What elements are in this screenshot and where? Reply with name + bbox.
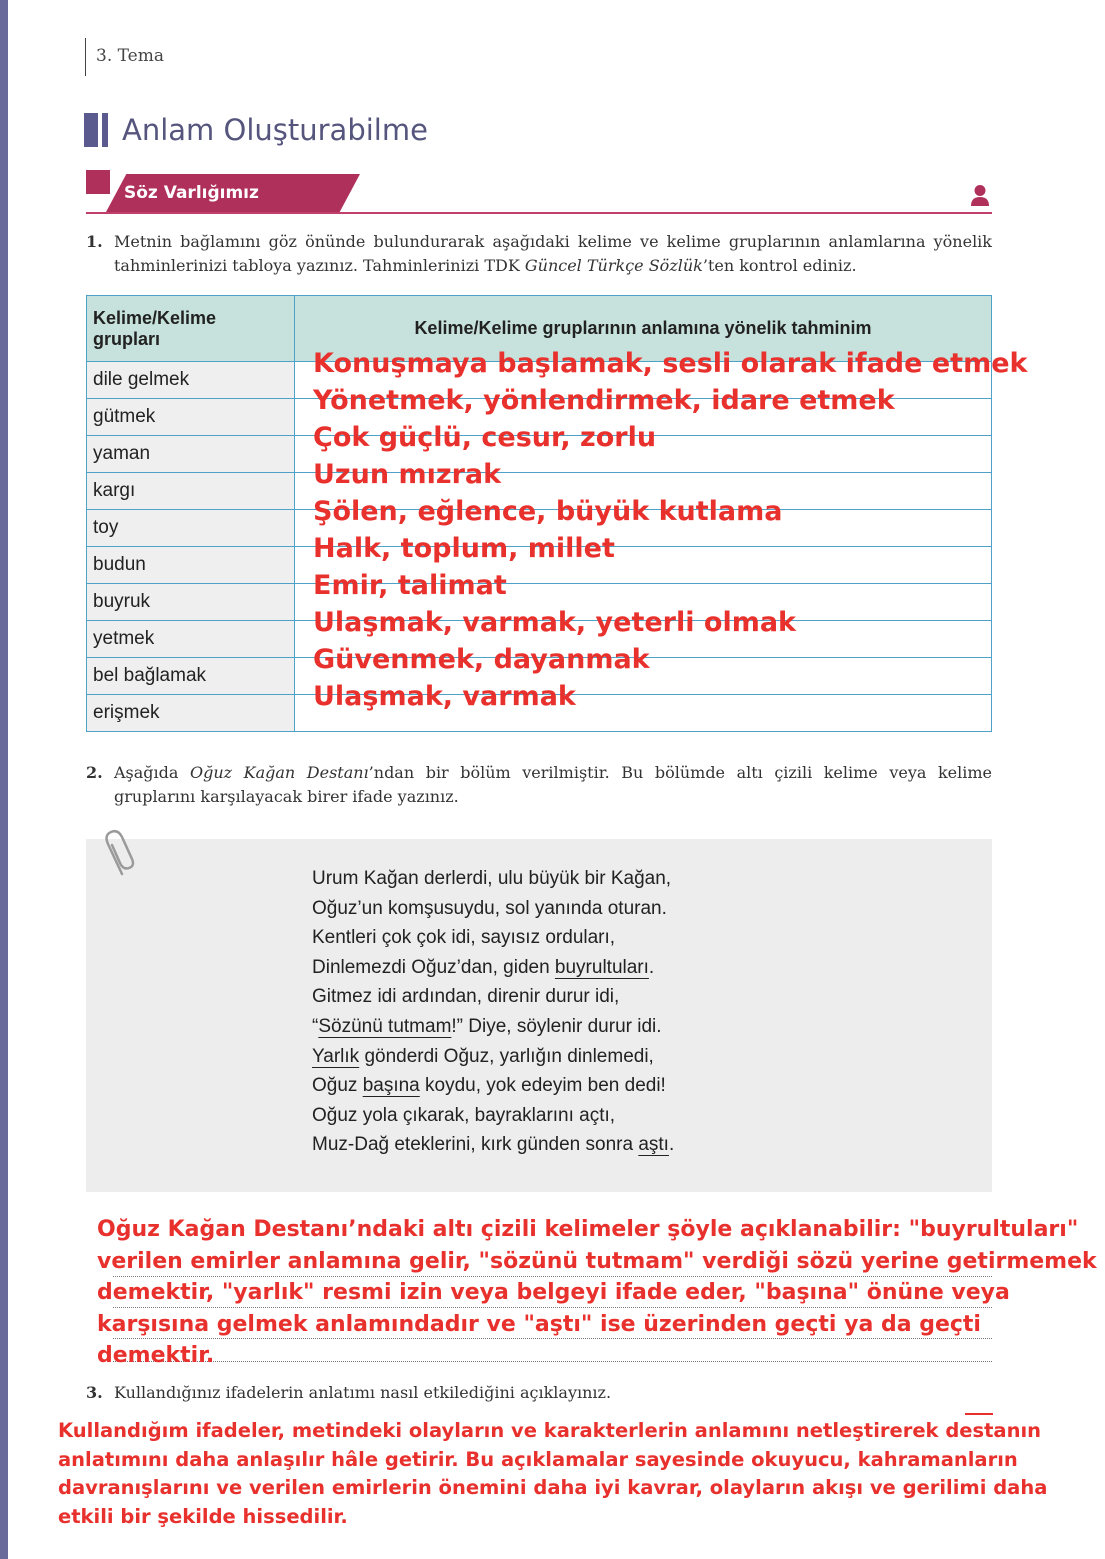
answer-text: Halk, toplum, millet <box>313 533 615 564</box>
page-edge-bar <box>0 0 8 1559</box>
theme-label: 3. Tema <box>96 46 164 66</box>
section-title <box>84 112 428 148</box>
header-divider <box>85 38 86 76</box>
table-row <box>87 547 992 584</box>
word-cell: dile gelmek <box>87 362 295 399</box>
subheading-text: Söz Varlığımız <box>124 183 259 203</box>
poem-line: Yarlık gönderdi Oğuz, yarlığın dinlemedi, <box>312 1045 654 1067</box>
answer-text: Çok güçlü, cesur, zorlu <box>313 422 657 453</box>
question-1 <box>86 230 992 278</box>
question-number: 3. <box>86 1383 103 1402</box>
subheading-banner <box>86 170 992 214</box>
word-cell: bel bağlamak <box>87 658 295 695</box>
word-cell: budun <box>87 547 295 584</box>
underlined-word: Yarlık <box>312 1045 360 1067</box>
question-2 <box>86 761 992 809</box>
poem-line: Oğuz yola çıkarak, bayraklarını açtı, <box>312 1104 616 1126</box>
question-text: Aşağıda Oğuz Kağan Destanı’ndan bir bölüm verilmiştir. Bu bölümde altı çizili kelime veya kelime gruplarını karşılayacak birer ifade yazınız. <box>114 763 992 806</box>
poem-line: Muz-Dağ eteklerini, kırk günden sonra aştı. <box>312 1134 675 1156</box>
vocabulary-table <box>86 295 1028 732</box>
paperclip-icon <box>100 822 140 880</box>
section-title-text: Anlam Oluşturabilme <box>122 113 428 147</box>
answer-text: Şölen, eğlence, büyük kutlama <box>313 496 783 527</box>
question-number: 2. <box>86 763 103 782</box>
word-cell: yaman <box>87 436 295 473</box>
underlined-word: aştı <box>638 1134 669 1156</box>
poem-line: “Sözünü tutmam!” Diye, söylenir durur idi. <box>312 1015 662 1037</box>
word-cell: yetmek <box>87 621 295 658</box>
table-header-word: Kelime/Kelime grupları <box>87 296 295 362</box>
answer-text: Güvenmek, dayanmak <box>313 644 650 675</box>
underlined-word: Sözünü tutmam <box>318 1015 452 1037</box>
answer-cell[interactable] <box>295 681 992 732</box>
poem-text <box>312 864 674 1160</box>
poem-line: Oğuz’un komşusuydu, sol yanında oturan. <box>312 897 667 919</box>
table-row <box>87 695 992 732</box>
table-row <box>87 436 992 473</box>
question-text: Kullandığınız ifadelerin anlatımı nasıl etkilediğini açıklayınız. <box>114 1383 612 1402</box>
word-cell: buyruk <box>87 584 295 621</box>
poem-line: Dinlemezdi Oğuz’dan, giden buyrultuları. <box>312 956 655 978</box>
answer-3-text[interactable]: Kullandığım ifadeler, metindeki olayların ve karakterlerin anlamını netleştirerek destanın anlatımını daha anlaşılır hâle getirir. Bu açıklamalar sayesinde okuyucu, kahramanların davranışlarını ve verilen emirlerin önemini daha iyi kavrar, olayların akışı ve gerilimi daha etkili bir şekilde hissedilir. <box>58 1419 1048 1528</box>
word-cell: kargı <box>87 473 295 510</box>
question-3 <box>86 1381 992 1405</box>
word-cell: gütmek <box>87 399 295 436</box>
poem-line: Gitmez idi ardından, direnir durur idi, <box>312 986 620 1008</box>
title-marker <box>84 113 108 147</box>
answer-2-text[interactable]: Oğuz Kağan Destanı’ndaki altı çizili kelimeler şöyle açıklanabilir: "buyrultuları" verilen emirler anlamına gelir, "sözünü tutmam" verdiği sözü yerine getirmemek demektir, "yarlık" resmi izin veya belgeyi ifade eder, "başına" önüne veya karşısına gelmek anlamındadır ve "aştı" ise üzerinden geçti ya da geçti demektir. <box>97 1217 1097 1368</box>
answer-text: Uzun mızrak <box>313 459 502 490</box>
poem-line: Oğuz başına koydu, yok edeyim ben dedi! <box>312 1075 666 1097</box>
word-cell: erişmek <box>87 695 295 732</box>
edit-mark <box>965 1413 993 1415</box>
question-number: 1. <box>86 232 103 251</box>
poem-line: Kentleri çok çok idi, sayısız orduları, <box>312 927 616 949</box>
banner-underline <box>86 212 992 214</box>
question-text: Metnin bağlamını göz önünde bulundurarak aşağıdaki kelime ve kelime gruplarının anlamlarına yönelik tahminlerinizi tabloya yazınız. Tahminlerinizi TDK Güncel Türkçe Sözlük’ten kontrol ediniz. <box>114 232 992 275</box>
person-icon <box>970 184 990 208</box>
poem-line: Urum Kağan derlerdi, ulu büyük bir Kağan, <box>312 868 672 889</box>
banner-flag <box>86 170 110 194</box>
answer-text: Yönetmek, yönlendirmek, idare etmek <box>313 385 895 416</box>
answer-text: Ulaşmak, varmak <box>313 681 576 712</box>
underlined-word: buyrultuları <box>554 956 649 978</box>
answer-text: Konuşmaya başlamak, sesli olarak ifade etmek <box>313 348 1028 379</box>
word-cell: toy <box>87 510 295 547</box>
answer-text: Emir, talimat <box>313 570 507 601</box>
underlined-word: başına <box>362 1075 420 1097</box>
answer-text: Ulaşmak, varmak, yeterli olmak <box>313 607 797 638</box>
table-header-guess: Kelime/Kelime gruplarının anlamına yönelik tahminim <box>295 296 992 362</box>
